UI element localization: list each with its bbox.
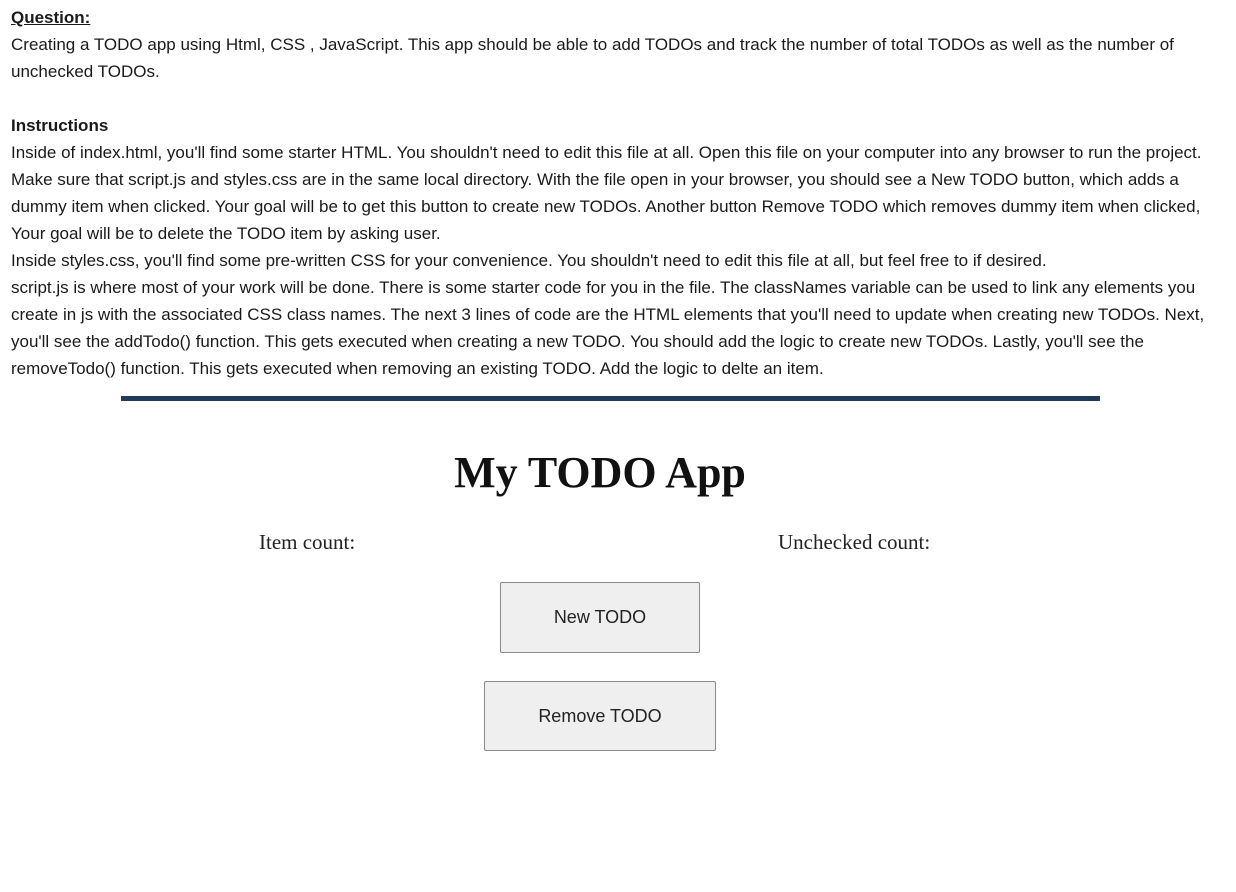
section-divider <box>121 396 1100 401</box>
instructions-heading: Instructions <box>11 116 109 135</box>
instructions-paragraph: Inside of index.html, you'll find some starter HTML. You shouldn't need to edit this file at all. Open this file on your computer into any browser to run the project. Make sure that script.js and styles.css are in the same local directory. With the file open in your browser, you should see a New TODO button, which adds a dummy item when clicked. Your goal will be to get this button to create new TODOs. Another button Remove TODO which removes dummy item when clicked, Your goal will be to delete the TODO item by asking user. <box>11 143 1202 243</box>
unchecked-count-label: Unchecked count: <box>778 530 931 554</box>
remove-todo-button[interactable]: Remove TODO <box>484 681 716 751</box>
new-todo-button[interactable]: New TODO <box>500 582 700 653</box>
instructions-paragraph: Inside styles.css, you'll find some pre-written CSS for your convenience. You shouldn't need to edit this file at all, but feel free to if desired. <box>11 251 1047 270</box>
instructions-paragraph: script.js is where most of your work will be done. There is some starter code for you in the file. The classNames variable can be used to link any elements you create in js with the associated CSS class names. The next 3 lines of code are the HTML elements that you'll need to update when creating new TODOs. Next, you'll see the addTodo() function. This gets executed when creating a new TODO. You should add the logic to create new TODOs. Lastly, you'll see the removeTodo() function. This gets executed when removing an existing TODO. Add the logic to delte an item. <box>11 278 1205 378</box>
item-count-label: Item count: <box>259 530 356 554</box>
question-block <box>11 4 1226 382</box>
question-text: Creating a TODO app using Html, CSS , JavaScript. This app should be able to add TODOs and track the number of total TODOs as well as the number of unchecked TODOs. <box>11 35 1174 81</box>
question-heading: Question: <box>11 8 91 27</box>
app-title: My TODO App <box>454 448 746 497</box>
